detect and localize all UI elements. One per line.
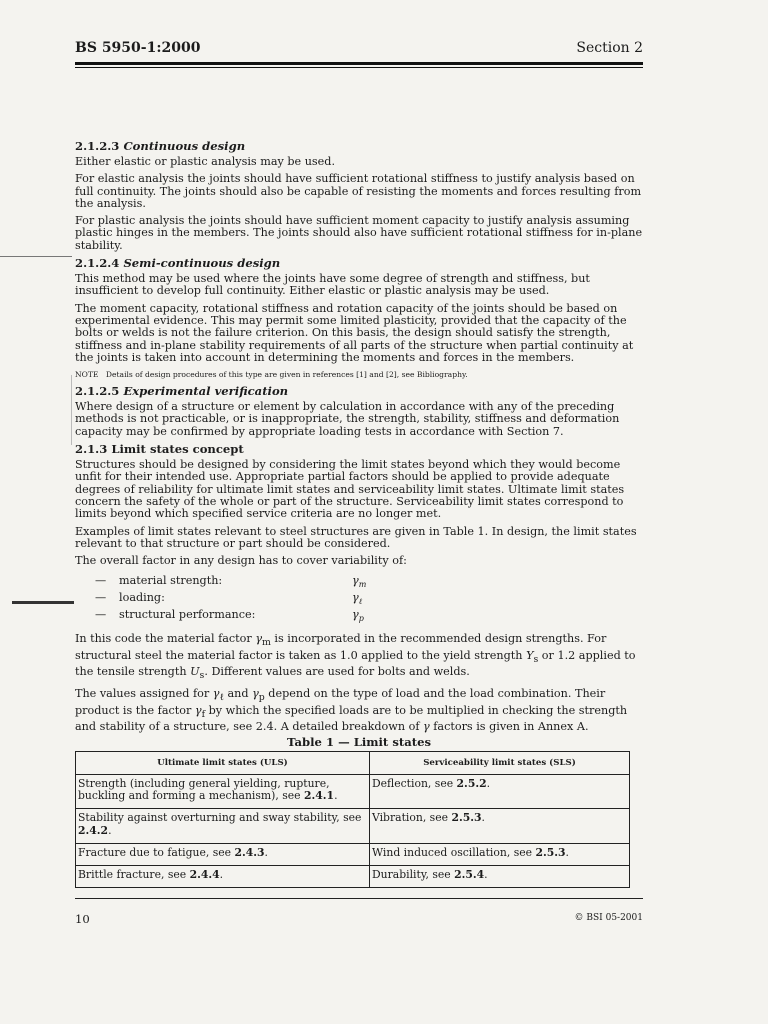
symbol: γ <box>255 632 262 646</box>
list-item <box>95 592 643 609</box>
uls-cell: Stability against overturning and sway stability, see 2.4.2. <box>76 809 370 844</box>
document-body <box>75 140 643 888</box>
symbol: γ <box>194 703 202 717</box>
note-key: NOTE <box>75 370 99 380</box>
symbol: γ <box>423 720 430 734</box>
clause-title: Experimental verification <box>123 384 289 399</box>
symbol: γ <box>212 687 220 701</box>
uls-cell: Strength (including general yielding, rupture, buckling and forming a mechanism), see 2.4.1. <box>76 774 370 809</box>
paragraph: In this code the material factor $\gamma_m$ is incorporated in the recommended design strengths. For structural steel the material factor is taken as 1.0 applied to the yield strength $Y_s$ or 1.2 applied to the tensile strength $U_s$. Different values are used for bolts and welds. <box>75 632 636 682</box>
list-label: loading: <box>119 591 165 605</box>
page-header <box>75 40 643 60</box>
note-text: Details of design procedures of this type are given in references [1] and [2], see Bibliography. <box>105 370 468 380</box>
page-number: 10 <box>75 912 90 926</box>
section-label: Section 2 <box>576 40 643 56</box>
column-header: Ultimate limit states (ULS) <box>76 751 370 774</box>
sls-cell: Durability, see 2.5.4. <box>370 866 630 888</box>
heading-2123 <box>75 140 643 153</box>
clause-title: Limit states concept <box>111 442 244 457</box>
factor-symbol: $\gamma_m$ <box>352 574 367 590</box>
list-item <box>95 575 643 592</box>
paragraph: Examples of limit states relevant to steel structures are given in Table 1. In design, the limit states relevant to that structure or part should be considered. <box>75 524 637 550</box>
standard-number: BS 5950-1:2000 <box>75 40 201 56</box>
paragraph: Structures should be designed by considering the limit states beyond which they would become unfit for their intended use. Appropriate partial factors should be applied to provide adequate degrees of reliability for ultimate limit states and serviceability limit states. Ultimate limit states concern the safety of the whole or part of the structure. Serviceability limit states correspond to limits beyond which specified service criteria are no longer met. <box>75 458 625 521</box>
heading-2124 <box>75 257 643 270</box>
header-rule-thin <box>75 67 643 68</box>
clause-number: 2.1.2.5 <box>75 384 120 399</box>
clause-title: Continuous design <box>123 139 246 153</box>
limit-states-table <box>75 751 630 889</box>
clause-number: 2.1.3 <box>75 442 108 457</box>
copyright: © BSI 05-2001 <box>574 913 643 923</box>
margin-mark <box>71 375 72 445</box>
list-label: material strength: <box>119 574 223 588</box>
list-dash: — <box>95 608 107 622</box>
list-item <box>95 609 643 626</box>
uls-cell: Brittle fracture, see 2.4.4. <box>76 866 370 888</box>
factor-symbol: $\gamma_p$ <box>352 608 364 624</box>
list-dash: — <box>95 574 107 588</box>
clause-number: 2.1.2.3 <box>75 139 120 153</box>
uls-cell: Fracture due to fatigue, see 2.4.3. <box>76 843 370 865</box>
table-header-row <box>76 751 630 774</box>
variability-list <box>75 575 643 626</box>
table-row <box>76 809 630 844</box>
factor-symbol: $\gamma_\ell$ <box>352 591 363 607</box>
sls-cell: Wind induced oscillation, see 2.5.3. <box>370 843 630 865</box>
table-caption: Table 1 — Limit states <box>287 735 431 750</box>
clause-number: 2.1.2.4 <box>75 256 120 271</box>
paragraph: The values assigned for $\gamma_\ell$ and $\gamma_p$ depend on the type of load and the load combination. Their product is the factor $\gamma_f$ by which the specified loads are to be multiplied in checking the strength and stability of a structure, see 2.4. A detailed breakdown of γ factors is given in Annex A. <box>75 687 628 734</box>
symbol: γ <box>252 687 259 701</box>
footer-rule <box>75 898 643 899</box>
paragraph: Where design of a structure or element by calculation in accordance with any of the preceding methods is not practicable, or is inappropriate, the strength, stability, stiffness and deformation capacity may be confirmed by appropriate loading tests in accordance with Section 7. <box>75 400 620 438</box>
paragraph: This method may be used where the joints have some degree of strength and stiffness, but insufficient to develop full continuity. Either elastic or plastic analysis may be used. <box>75 272 590 298</box>
paragraph: For plastic analysis the joints should have sufficient moment capacity to justify analysis assuming plastic hinges in the members. The joints should also have sufficient rotational stiffness for in-plane stability. <box>75 214 643 252</box>
list-label: structural performance: <box>119 608 256 622</box>
paragraph: For elastic analysis the joints should have sufficient rotational stiffness to justify analysis based on full continuity. The joints should also be capable of resisting the moments and forces resulting from the analysis. <box>75 172 642 210</box>
symbol: U <box>190 665 200 679</box>
heading-213 <box>75 443 643 456</box>
sls-cell: Deflection, see 2.5.2. <box>370 774 630 809</box>
symbol: Y <box>526 648 534 662</box>
note <box>75 369 643 380</box>
table-row <box>76 866 630 888</box>
paragraph: The overall factor in any design has to cover variability of: <box>75 554 407 568</box>
list-dash: — <box>95 591 107 605</box>
clause-title: Semi-continuous design <box>123 256 281 271</box>
header-rule-thick <box>75 62 643 65</box>
table-row <box>76 843 630 865</box>
table-row <box>76 774 630 809</box>
paragraph: Either elastic or plastic analysis may be used. <box>75 155 336 168</box>
sls-cell: Vibration, see 2.5.3. <box>370 809 630 844</box>
margin-mark <box>0 256 72 257</box>
margin-mark <box>12 601 74 604</box>
heading-2125 <box>75 385 643 398</box>
paragraph: The moment capacity, rotational stiffness and rotation capacity of the joints should be based on experimental evidence. This may permit some limited plasticity, provided that the capacity of the bolts or welds is not the failure criterion. On this basis, the design should satisfy the strength, stiffness and in-plane stability requirements of all parts of the structure when partial continuity at the joints is taken into account in determining the moments and forces in the members. <box>75 301 634 364</box>
column-header: Serviceability limit states (SLS) <box>370 751 630 774</box>
